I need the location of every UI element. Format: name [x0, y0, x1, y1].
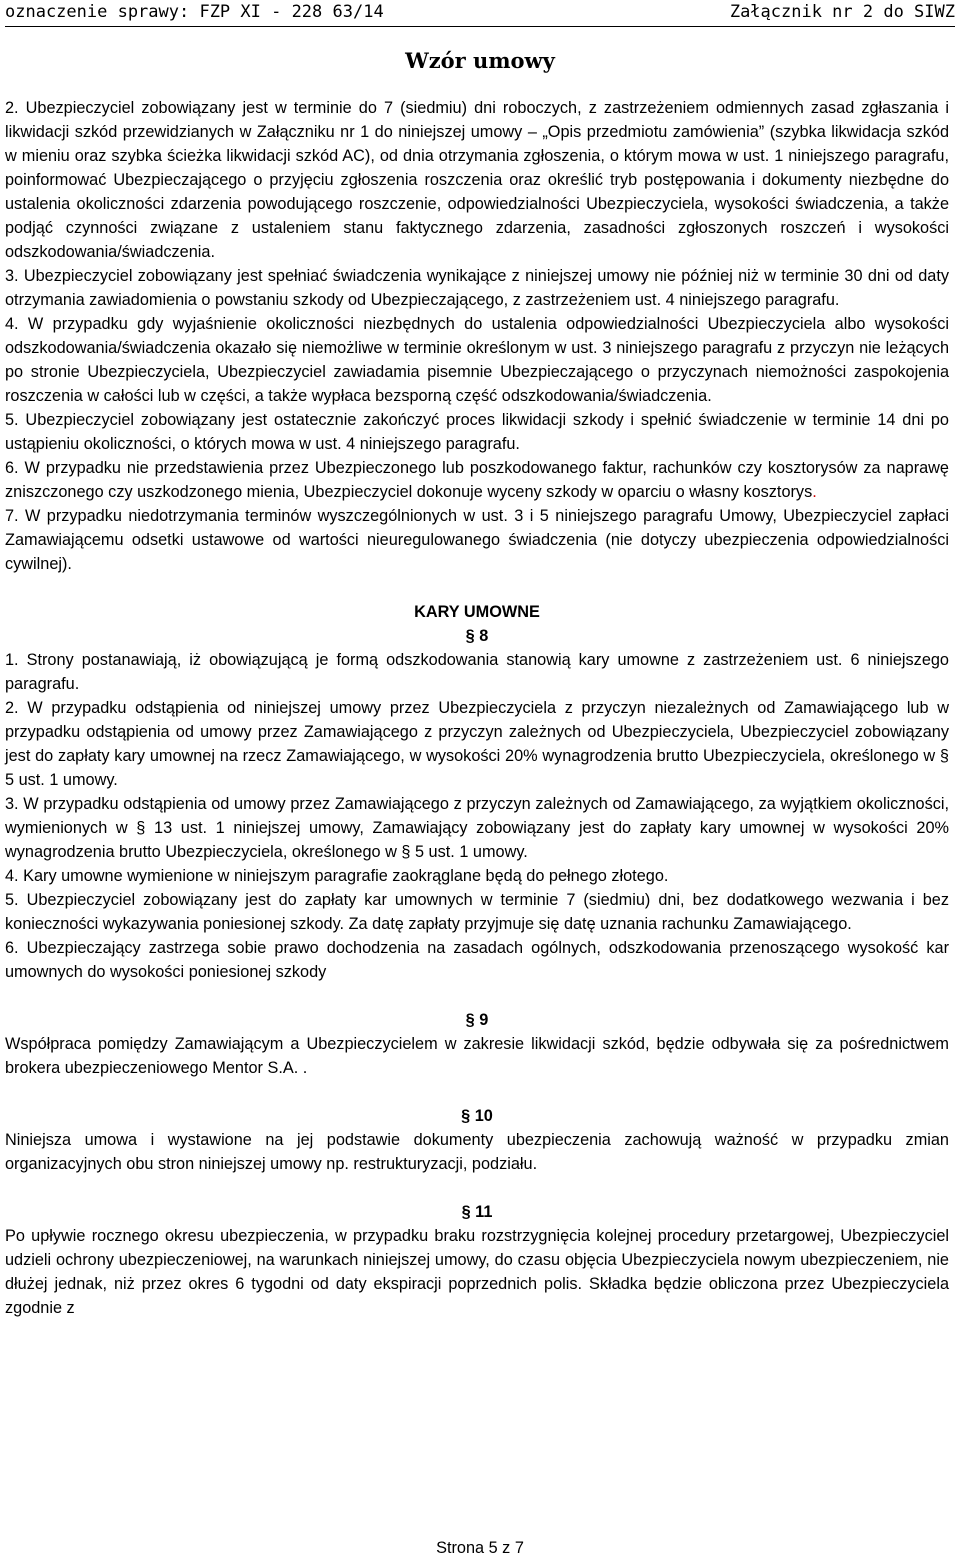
section-8-number: § 8	[465, 627, 489, 645]
case-number: oznaczenie sprawy: FZP XI - 228 63/14	[5, 2, 384, 22]
section-9-text: Współpraca pomiędzy Zamawiającym a Ubezpieczycielem w zakresie likwidacji szkód, będzie odbywała się za pośrednictwem brokera ubezpieczeniowego Mentor S.A. .	[5, 1035, 949, 1077]
section-8-item-5: 5. Ubezpieczyciel zobowiązany jest do zapłaty kar umownych w terminie 7 (siedmiu) dni, bez dodatkowego wezwania i bez konieczności wykazywania poniesionej szkody. Za datę zapłaty przyjmuje się datę uznania rachunku Zamawiającego.	[5, 891, 949, 933]
section-9-number: § 9	[465, 1011, 489, 1029]
clause-5: 5. Ubezpieczyciel zobowiązany jest ostatecznie zakończyć proces likwidacji szkody i spełnić świadczenie w terminie 14 dni po ustąpieniu okoliczności, o których mowa w ust. 4 niniejszego paragrafu.	[5, 411, 949, 453]
page-footer: Strona 5 z 7	[436, 1539, 524, 1557]
section-10-number: § 10	[461, 1107, 493, 1125]
section-11-number: § 11	[461, 1203, 493, 1221]
section-8-item-1: 1. Strony postanawiają, iż obowiązującą je formą odszkodowania stanowią kary umowne z zastrzeżeniem ust. 6 niniejszego paragrafu.	[5, 651, 949, 693]
section-10-text: Niniejsza umowa i wystawione na jej podstawie dokumenty ubezpieczenia zachowują ważność w przypadku zmian organizacyjnych obu stron niniejszej umowy np. restrukturyzacji, podziału.	[5, 1131, 949, 1173]
section-11-text: Po upływie rocznego okresu ubezpieczenia, w przypadku braku rozstrzygnięcia kolejnej procedury przetargowej, Ubezpieczyciel udzieli ochrony ubezpieczeniowej, na warunkach niniejszej umowy, do czasu objęcia Ubezpieczyciela nowym ubezpieczeniem, nie dłużej jednak, niż przez okres 6 tygodni od daty ekspiracji poprzednich polis. Składka będzie obliczona przez Ubezpieczyciela zgodnie z	[5, 1227, 949, 1317]
section-8-item-2: 2. W przypadku odstąpienia od niniejszej umowy przez Ubezpieczyciela z przyczyn niezależnych od Zamawiającego lub w przypadku odstąpienia od umowy przez Zamawiającego z przyczyn zależnych od Ubezpieczyciela, Ubezpieczyciel zobowiązany jest do zapłaty kary umownej na rzecz Zamawiającego, w wysokości 20% wynagrodzenia brutto Ubezpieczyciela, określonego w § 5 ust. 1 umowy.	[5, 699, 949, 789]
document-body	[5, 96, 949, 1320]
section-8-item-4: 4. Kary umowne wymienione w niniejszym paragrafie zaokrąglane będą do pełnego złotego.	[5, 867, 669, 885]
clause-3: 3. Ubezpieczyciel zobowiązany jest spełniać świadczenia wynikające z niniejszej umowy nie później niż w terminie 30 dni od daty otrzymania zawiadomienia o powstaniu szkody od Ubezpieczającego, z zastrzeżeniem ust. 4 niniejszego paragrafu.	[5, 267, 949, 309]
clause-6-period: .	[812, 483, 817, 501]
clause-7: 7. W przypadku niedotrzymania terminów wyszczególnionych w ust. 3 i 5 niniejszego paragrafu Umowy, Ubezpieczyciel zapłaci Zamawiającemu odsetki ustawowe od wartości nieuregulowanego świadczenia (nie dotyczy ubezpieczenia odpowiedzialności cywilnej).	[5, 507, 949, 573]
attachment-label: Załącznik nr 2 do SIWZ	[729, 2, 955, 22]
clause-6	[5, 456, 949, 504]
clause-2: 2. Ubezpieczyciel zobowiązany jest w terminie do 7 (siedmiu) dni roboczych, z zastrzeżeniem odmiennych zasad zgłaszania i likwidacji szkód przewidzianych w Załączniku nr 1 do niniejszej umowy – „Opis przedmiotu zamówienia” (szybka likwidacja szkód w mieniu oraz szybka ścieżka likwidacji szkód AC), od dnia otrzymania zgłoszenia, o którym mowa w ust. 1 niniejszego paragrafu, poinformować Ubezpieczającego o przyjęciu zgłoszenia roszczenia oraz określić tryb postępowania i dokumenty niezbędne do ustalenia okoliczności zdarzenia powodującego roszczenie, odpowiedzialności Ubezpieczyciela, wysokości świadczenia, a także podjąć czynności związane z ustaleniem stanu faktycznego zdarzenia, zasadności zgłoszonych roszczeń i wysokości odszkodowania/świadczenia.	[5, 99, 949, 261]
section-8-item-6: 6. Ubezpieczający zastrzega sobie prawo dochodzenia na zasadach ogólnych, odszkodowania przenoszącego wysokość kar umownych do wysokości poniesionej szkody	[5, 939, 949, 981]
section-8-heading: KARY UMOWNE	[414, 603, 540, 621]
document-title: Wzór umowy	[405, 48, 555, 73]
section-8-item-3: 3. W przypadku odstąpienia od umowy przez Zamawiającego z przyczyn zależnych od Zamawiającego, za wyjątkiem okoliczności, wymienionych w § 13 ust. 1 niniejszej umowy, Zamawiający zobowiązany jest do zapłaty kary umownej w wysokości 20% wynagrodzenia brutto Ubezpieczyciela, określonego w § 5 ust. 1 umowy.	[5, 795, 949, 861]
clause-4: 4. W przypadku gdy wyjaśnienie okoliczności niezbędnych do ustalenia odpowiedzialności Ubezpieczyciela albo wysokości odszkodowania/świadczenia okazało się niemożliwe w terminie określonym w ust. 3 niniejszego paragrafu z przyczyn nie leżących po stronie Ubezpieczyciela, Ubezpieczyciel zawiadamia pisemnie Ubezpieczającego o przyczynach niemożności zaspokojenia roszczenia w całości lub w części, a także wypłaca bezsporną część odszkodowania/świadczenia.	[5, 315, 949, 405]
page-header	[5, 0, 955, 27]
clause-6-text: 6. W przypadku nie przedstawienia przez Ubezpieczonego lub poszkodowanego faktur, rachunków czy kosztorysów za naprawę zniszczonego czy uszkodzonego mienia, Ubezpieczyciel dokonuje wyceny szkody w oparciu o własny kosztorys	[5, 459, 949, 501]
